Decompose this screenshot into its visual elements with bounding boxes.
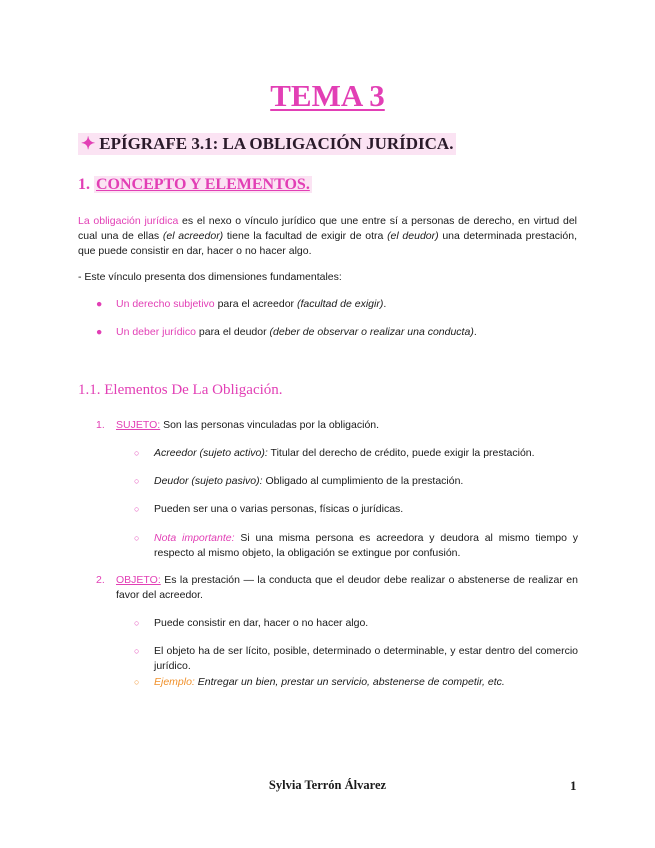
- intro-paragraph: [78, 214, 577, 259]
- sub-item: [134, 644, 578, 674]
- intro-deudor: (el deudor): [387, 230, 439, 242]
- sub-item: [134, 675, 578, 690]
- sub-item-term: Acreedor (sujeto activo):: [154, 447, 268, 459]
- sub-item-term: Deudor (sujeto pasivo):: [154, 475, 263, 487]
- term-obligacion: La obligación jurídica: [78, 215, 179, 227]
- section-title: CONCEPTO Y ELEMENTOS.: [96, 176, 310, 193]
- item-text: Son las personas vinculadas por la obligación.: [160, 419, 380, 431]
- sub-item-text: Si una misma persona es acreedora y deudora al mismo tiempo y respecto al mismo objeto, la obligación se extingue por confusión.: [154, 532, 579, 559]
- subsection-heading: 1.1. Elementos De La Obligación.: [78, 382, 283, 398]
- circle-bullet-icon: ○: [134, 646, 140, 656]
- list-item: [96, 297, 386, 312]
- sub-item: [134, 474, 578, 489]
- page-title: TEMA 3: [270, 78, 385, 113]
- item-label: OBJETO:: [116, 574, 161, 586]
- intro-text-3: una determinada prestación, que puede consistir en dar, hacer o no hacer algo.: [78, 230, 577, 257]
- item-label: SUJETO:: [116, 419, 161, 431]
- footer-author: Sylvia Terrón Álvarez: [268, 778, 387, 792]
- example-label: Ejemplo:: [154, 676, 195, 688]
- dimensions-intro: - Este vínculo presenta dos dimensiones fundamentales:: [78, 271, 342, 283]
- item-text: Es la prestación — la conducta que el deudor debe realizar o abstenerse de realizar en favor del acreedor.: [116, 574, 578, 601]
- sub-item-text: Pueden ser una o varias personas, físicas o jurídicas.: [154, 503, 404, 515]
- epigraph-heading: [78, 133, 456, 155]
- item-number: 1.: [96, 419, 105, 431]
- sub-item-note-term: Nota importante:: [154, 532, 235, 544]
- circle-bullet-icon: ○: [134, 533, 140, 543]
- dimension-term: Un deber jurídico: [116, 326, 196, 338]
- sub-item: [134, 502, 578, 517]
- sub-item: [134, 531, 578, 561]
- circle-bullet-icon: ○: [134, 448, 140, 458]
- circle-bullet-icon: ○: [134, 504, 140, 514]
- epigraph-text: EPÍGRAFE 3.1: LA OBLIGACIÓN JURÍDICA.: [99, 134, 454, 153]
- dimension-text: para el acreedor: [214, 298, 297, 310]
- example-text: Entregar un bien, prestar un servicio, abstenerse de competir, etc.: [194, 676, 505, 688]
- section-number: 1.: [78, 176, 90, 193]
- intro-acreedor: (el acreedor): [162, 230, 224, 242]
- bullet-icon: ●: [96, 326, 103, 338]
- bullet-icon: ●: [96, 298, 103, 310]
- item-number: 2.: [96, 574, 105, 586]
- sub-item-text: Obligado al cumplimiento de la prestación.: [262, 475, 464, 487]
- sub-item: [134, 446, 578, 461]
- circle-bullet-icon: ○: [134, 677, 140, 687]
- section-heading-concepto: [78, 176, 312, 194]
- dimension-end: .: [473, 326, 477, 338]
- sub-item-text: Puede consistir en dar, hacer o no hacer algo.: [154, 617, 369, 629]
- numbered-item-sujeto: [96, 418, 578, 433]
- page-number: 1: [570, 778, 577, 793]
- circle-bullet-icon: ○: [134, 618, 140, 628]
- sub-item: [134, 616, 578, 631]
- circle-bullet-icon: ○: [134, 476, 140, 486]
- dimension-text: para el deudor: [195, 326, 270, 338]
- sub-item-text: Titular del derecho de crédito, puede exigir la prestación.: [267, 447, 535, 459]
- sub-item-text: El objeto ha de ser lícito, posible, determinado o determinable, y estar dentro del comercio jurídico.: [154, 645, 578, 672]
- dimension-note: (facultad de exigir): [296, 298, 384, 310]
- list-item: [96, 325, 477, 340]
- intro-text-2: tiene la facultad de exigir de otra: [223, 230, 388, 242]
- sparkle-icon: ✦: [81, 134, 96, 153]
- dimension-note: (deber de observar o realizar una conducta): [269, 326, 474, 338]
- intro-text-1: es el nexo o vínculo jurídico que une entre sí a personas de derecho, en virtud del cual una de ellas: [78, 215, 577, 242]
- numbered-item-objeto: [96, 573, 578, 603]
- dimension-term: Un derecho subjetivo: [116, 298, 215, 310]
- dimension-end: .: [383, 298, 387, 310]
